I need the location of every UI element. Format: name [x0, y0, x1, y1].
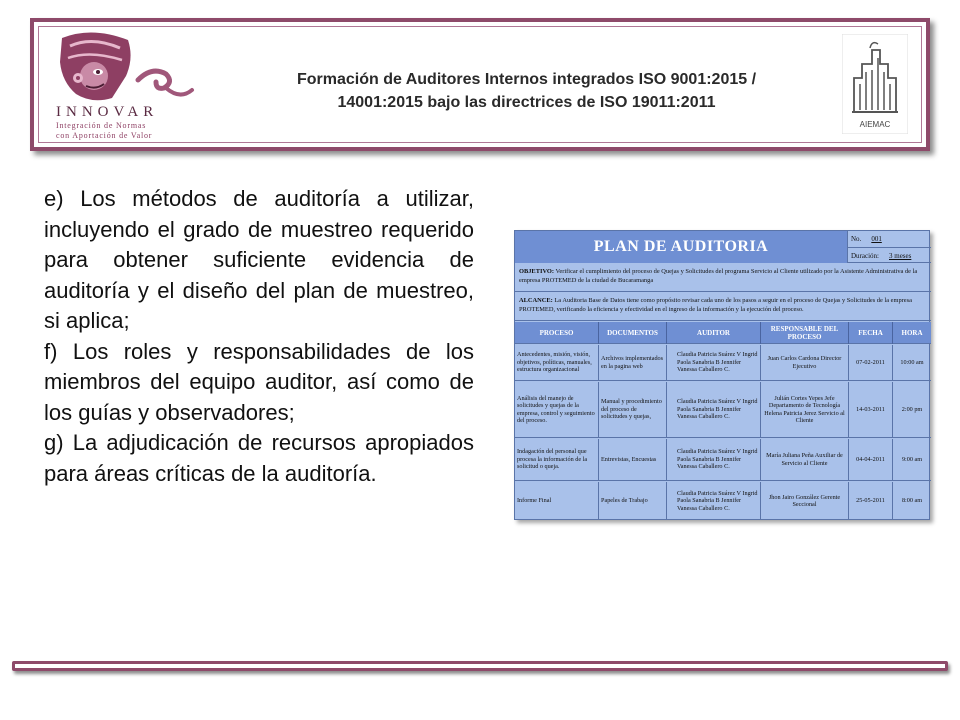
page-title-line-1: Formación de Auditores Internos integrados ISO 9001:2015 /	[296, 71, 757, 88]
cell-auditor: Claudia Patricia Suárez V Ingrid Paola Sanabria B Jennifer Vanessa Caballero C.	[667, 382, 761, 437]
cell-fecha: 14-03-2011	[849, 382, 893, 437]
audit-plan-objective	[515, 264, 931, 292]
cell-fecha: 25-05-2011	[849, 482, 893, 520]
cell-hora: 2:00 pm	[901, 405, 923, 413]
cell-proceso: Antecedentes, misión, visión, objetivos, políticas, manuales, estructura organizacional	[515, 345, 599, 380]
audit-plan-header-row	[515, 322, 931, 344]
innovar-wordmark: INNOVAR	[56, 104, 159, 120]
cell-proceso: Informe Final	[515, 482, 599, 520]
aiemac-logo	[842, 34, 908, 134]
innovar-tagline-1: Integración de Normas	[56, 121, 147, 130]
cell-hora: 9:00 am	[901, 455, 923, 463]
cell-documentos: Papeles de Trabajo	[599, 482, 667, 520]
number-value: 001	[871, 235, 882, 243]
header-auditor: AUDITOR	[667, 322, 761, 344]
header-responsable: RESPONSABLE DEL PROCESO	[761, 322, 849, 344]
page-title-line-2: 14001:2015 bajo las directrices de ISO 19011:2011	[337, 94, 716, 111]
objective-text: Verificar el cumplimiento del proceso de Quejas y Solicitudes del programa Servicio al Cliente utilizado por la Asistente Administrativa de la empresa PROTEMED de la ciudad de Bucaramanga	[519, 268, 918, 284]
cell-responsable: Jhon Jairo González Gerente Seccional	[761, 482, 849, 520]
audit-plan-meta	[847, 231, 931, 263]
audit-plan-number	[848, 231, 931, 247]
table-row	[515, 482, 931, 520]
cell-documentos: Entrevistas, Encuestas	[599, 439, 667, 480]
aiemac-wordmark: AIEMAC	[859, 120, 891, 129]
audit-plan-scope	[515, 293, 931, 321]
paragraph-e: e) Los métodos de auditoría a utilizar, incluyendo el grado de muestreo requerido para obtener suficiente evidencia de auditoría y el diseño del plan de muestreo, si aplica;	[44, 186, 474, 333]
cell-documentos: Archivos implementados en la pagina web	[599, 345, 667, 380]
header-fecha: FECHA	[849, 322, 893, 344]
body-text	[44, 184, 474, 489]
cell-hora: 10:00 am	[900, 358, 924, 366]
innovar-tagline-2: con Aportación de Valor	[56, 131, 153, 140]
header-hora: HORA	[901, 329, 923, 337]
duration-label: Duración:	[851, 252, 879, 260]
header-proceso: PROCESO	[515, 322, 599, 344]
cell-proceso: Análisis del manejo de solicitudes y quejas de la empresa, control y seguimiento del proceso.	[515, 382, 599, 437]
scope-text: La Auditoria Base de Datos tiene como propósito revisar cada uno de los pasos a seguir en el proceso de Quejas y Solicitudes de la empresa PROTEMED, verificando la eficiencia y efectividad en el ingreso de la información y la ejecución del proceso.	[519, 297, 912, 313]
cell-fecha: 07-02-2011	[849, 345, 893, 380]
page-title	[209, 68, 844, 114]
audit-plan-title: PLAN DE AUDITORIA	[515, 231, 847, 263]
cell-responsable: Juan Carlos Cardona Director Ejecutivo	[761, 345, 849, 380]
footer-divider	[12, 661, 948, 671]
audit-plan-title-row	[515, 231, 931, 263]
cell-hora: 8:00 am	[901, 497, 923, 505]
cell-proceso: Indagación del personal que procesa la información de la solicitud o queja.	[515, 439, 599, 480]
cell-auditor: Claudia Patricia Suárez V Ingrid Paola Sanabria B Jennifer Vanessa Caballero C.	[667, 345, 761, 380]
number-label: No.	[851, 235, 862, 243]
cell-auditor: Claudia Patricia Suárez V Ingrid Paola Sanabria B Jennifer Vanessa Caballero C.	[667, 482, 761, 520]
table-row	[515, 382, 931, 438]
objective-label: OBJETIVO:	[519, 268, 555, 275]
header-banner	[30, 18, 930, 151]
cell-fecha: 04-04-2011	[849, 439, 893, 480]
cell-responsable: Julián Cortes Yepes Jefe Departamento de Tecnología Helena Patricia Jerez Servicio al Cliente	[761, 382, 849, 437]
audit-plan-duration	[848, 247, 931, 263]
paragraph-f: f) Los roles y responsabilidades de los miembros del equipo auditor, así como de los guías y observadores;	[44, 338, 474, 425]
duration-value: 3 meses	[889, 252, 912, 260]
table-row	[515, 345, 931, 381]
cell-documentos: Manual y procedimiento del proceso de solicitudes y quejas,	[599, 382, 667, 437]
cell-auditor: Claudia Patricia Suárez V Ingrid Paola Sanabria B Jennifer Vanessa Caballero C.	[667, 439, 761, 480]
table-row	[515, 439, 931, 481]
paragraph-g: g) La adjudicación de recursos apropiados para áreas críticas de la auditoría.	[44, 430, 474, 486]
audit-plan-table	[514, 230, 930, 520]
scope-label: ALCANCE:	[519, 297, 553, 304]
header-documentos: DOCUMENTOS	[599, 322, 667, 344]
cell-responsable: María Juliana Peña Auxiliar de Servicio al Cliente	[761, 439, 849, 480]
innovar-logo	[42, 28, 212, 143]
